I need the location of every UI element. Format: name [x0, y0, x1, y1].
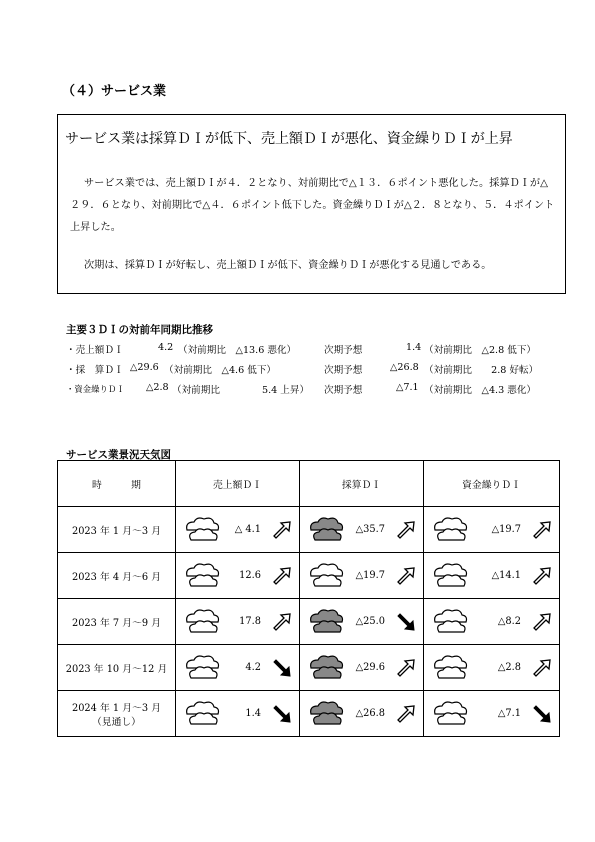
trend-up-arrow-icon	[395, 657, 417, 679]
funds-value: △19.7	[491, 524, 521, 535]
di-change: （対前期比	[172, 385, 220, 396]
sales-value-cell	[230, 599, 300, 645]
header-profit: 採算ＤＩ	[300, 461, 424, 507]
profit-value-cell	[354, 553, 424, 599]
di-value: △29.6	[130, 362, 159, 373]
di-change: （対前期比 △13.6 悪化）	[178, 345, 297, 356]
trend-up-arrow-icon	[271, 611, 293, 633]
trend-up-arrow-icon	[531, 519, 553, 541]
profit-value: △35.7	[355, 524, 385, 535]
funds-weather-cell	[424, 599, 478, 645]
dark-cloud-icon	[300, 608, 354, 636]
funds-value: △7.1	[497, 708, 521, 719]
di-next-label: 次期予想	[324, 365, 363, 376]
sales-value: 1.4	[245, 708, 261, 719]
di-next-change: （対前期比 △4.3 悪化）	[424, 385, 537, 396]
header-period: 時 期	[58, 461, 176, 507]
period-note: （見通し）	[92, 716, 141, 728]
profit-weather-cell	[300, 507, 354, 553]
sales-value: 17.8	[239, 616, 261, 627]
weather-table-title: サービス業景況天気図	[66, 449, 171, 461]
period-label: 2024 年 1 月～3 月	[71, 702, 162, 714]
sales-value-cell	[230, 691, 300, 737]
table-row	[58, 507, 560, 553]
cloudy-icon	[176, 562, 230, 590]
funds-weather-cell	[424, 507, 478, 553]
profit-value: △19.7	[355, 570, 385, 581]
profit-value: △29.6	[355, 662, 385, 673]
header-funds: 資金繰りＤＩ	[424, 461, 560, 507]
table-header-row	[58, 461, 560, 507]
cloudy-icon	[424, 562, 478, 590]
sales-weather-cell	[176, 507, 230, 553]
profit-weather-cell	[300, 645, 354, 691]
trend-up-arrow-icon	[395, 565, 417, 587]
period-cell	[58, 691, 176, 737]
di-next-change: （対前期比 2.8 好転）	[424, 365, 539, 376]
profit-weather-cell	[300, 691, 354, 737]
summary-paragraph-1: サービス業では、売上額ＤＩが４．２となり、対前期比で△１３．６ポイント悪化した。採算ＤＩが△２９．６となり、対前期比で△４．６ポイント低下した。資金繰りＤＩが△２．８となり、５．４ポイント上昇した。	[70, 178, 555, 233]
period-label: 2023 年 4 月～6 月	[71, 571, 162, 583]
funds-weather-cell	[424, 691, 478, 737]
funds-value-cell	[478, 507, 560, 553]
profit-value-cell	[354, 599, 424, 645]
funds-value-cell	[478, 599, 560, 645]
cloudy-icon	[424, 654, 478, 682]
table-row	[58, 599, 560, 645]
period-label: 2023 年 7 月～9 月	[71, 617, 162, 629]
funds-value-cell	[478, 645, 560, 691]
di-value: △2.8	[146, 382, 169, 393]
di-next-label: 次期予想	[324, 385, 363, 396]
trend-up-arrow-icon	[395, 519, 417, 541]
profit-value: △26.8	[355, 708, 385, 719]
funds-value: △2.8	[497, 662, 521, 673]
cloudy-icon	[176, 654, 230, 682]
summary-box	[57, 114, 566, 294]
sales-value-cell	[230, 553, 300, 599]
funds-value: △8.2	[497, 616, 521, 627]
sales-weather-cell	[176, 691, 230, 737]
profit-value-cell	[354, 645, 424, 691]
profit-weather-cell	[300, 599, 354, 645]
sales-weather-cell	[176, 553, 230, 599]
trend-up-arrow-icon	[395, 703, 417, 725]
di-next-value: △7.1	[396, 382, 419, 393]
sales-value: 4.2	[245, 662, 261, 673]
section-heading: （４）サービス業	[62, 84, 167, 99]
trend-up-arrow-icon	[271, 565, 293, 587]
sales-weather-cell	[176, 645, 230, 691]
sales-value-cell	[230, 507, 300, 553]
summary-title: サービス業は採算ＤＩが低下、売上額ＤＩが悪化、資金繰りＤＩが上昇	[65, 131, 513, 147]
summary-paragraph-2: 次期は、採算ＤＩが好転し、売上額ＤＩが低下、資金繰りＤＩが悪化する見通しである。	[84, 260, 492, 271]
di-next-label: 次期予想	[324, 345, 363, 356]
funds-value-cell	[478, 691, 560, 737]
di-label: ・売上額ＤＩ	[66, 345, 124, 356]
table-row	[58, 645, 560, 691]
dark-cloud-icon	[300, 700, 354, 728]
table-row	[58, 691, 560, 737]
profit-value: △25.0	[355, 616, 385, 627]
cloudy-icon	[424, 700, 478, 728]
period-cell	[58, 553, 176, 599]
trend-down-arrow-icon	[271, 703, 293, 725]
di-next-change: （対前期比 △2.8 低下）	[424, 345, 537, 356]
cloudy-icon	[176, 516, 230, 544]
funds-value-cell	[478, 553, 560, 599]
cloudy-icon	[176, 700, 230, 728]
cloudy-icon	[176, 608, 230, 636]
sales-value: △ 4.1	[234, 524, 261, 535]
period-cell	[58, 599, 176, 645]
funds-weather-cell	[424, 553, 478, 599]
table-row	[58, 553, 560, 599]
trend-down-arrow-icon	[531, 703, 553, 725]
period-label: 2023 年 1 月～3 月	[71, 525, 162, 537]
profit-value-cell	[354, 691, 424, 737]
dark-cloud-icon	[300, 654, 354, 682]
trend-up-arrow-icon	[531, 565, 553, 587]
weather-table	[57, 460, 560, 737]
di-next-value: 1.4	[406, 342, 422, 353]
sales-weather-cell	[176, 599, 230, 645]
sales-value-cell	[230, 645, 300, 691]
di-label: ・資金繰りＤＩ	[66, 384, 125, 394]
cloudy-icon	[424, 516, 478, 544]
cloudy-icon	[424, 608, 478, 636]
trend-up-arrow-icon	[271, 519, 293, 541]
trend-down-arrow-icon	[395, 611, 417, 633]
di-value: 4.2	[158, 342, 174, 353]
di-section-title: 主要３ＤＩの対前年同期比推移	[66, 324, 213, 336]
cloudy-icon	[300, 562, 354, 590]
di-change-2: 5.4 上昇）	[262, 385, 310, 396]
di-next-value: △26.8	[390, 362, 419, 373]
funds-weather-cell	[424, 645, 478, 691]
profit-value-cell	[354, 507, 424, 553]
trend-up-arrow-icon	[531, 611, 553, 633]
dark-cloud-icon	[300, 516, 354, 544]
sales-value: 12.6	[239, 570, 261, 581]
period-label: 2023 年 10 月～12 月	[65, 663, 168, 675]
trend-up-arrow-icon	[531, 657, 553, 679]
header-sales: 売上額ＤＩ	[176, 461, 300, 507]
di-change: （対前期比 △4.6 低下）	[164, 365, 277, 376]
di-label: ・採 算ＤＩ	[66, 365, 124, 376]
trend-down-arrow-icon	[271, 657, 293, 679]
funds-value: △14.1	[491, 570, 521, 581]
profit-weather-cell	[300, 553, 354, 599]
period-cell	[58, 645, 176, 691]
period-cell	[58, 507, 176, 553]
